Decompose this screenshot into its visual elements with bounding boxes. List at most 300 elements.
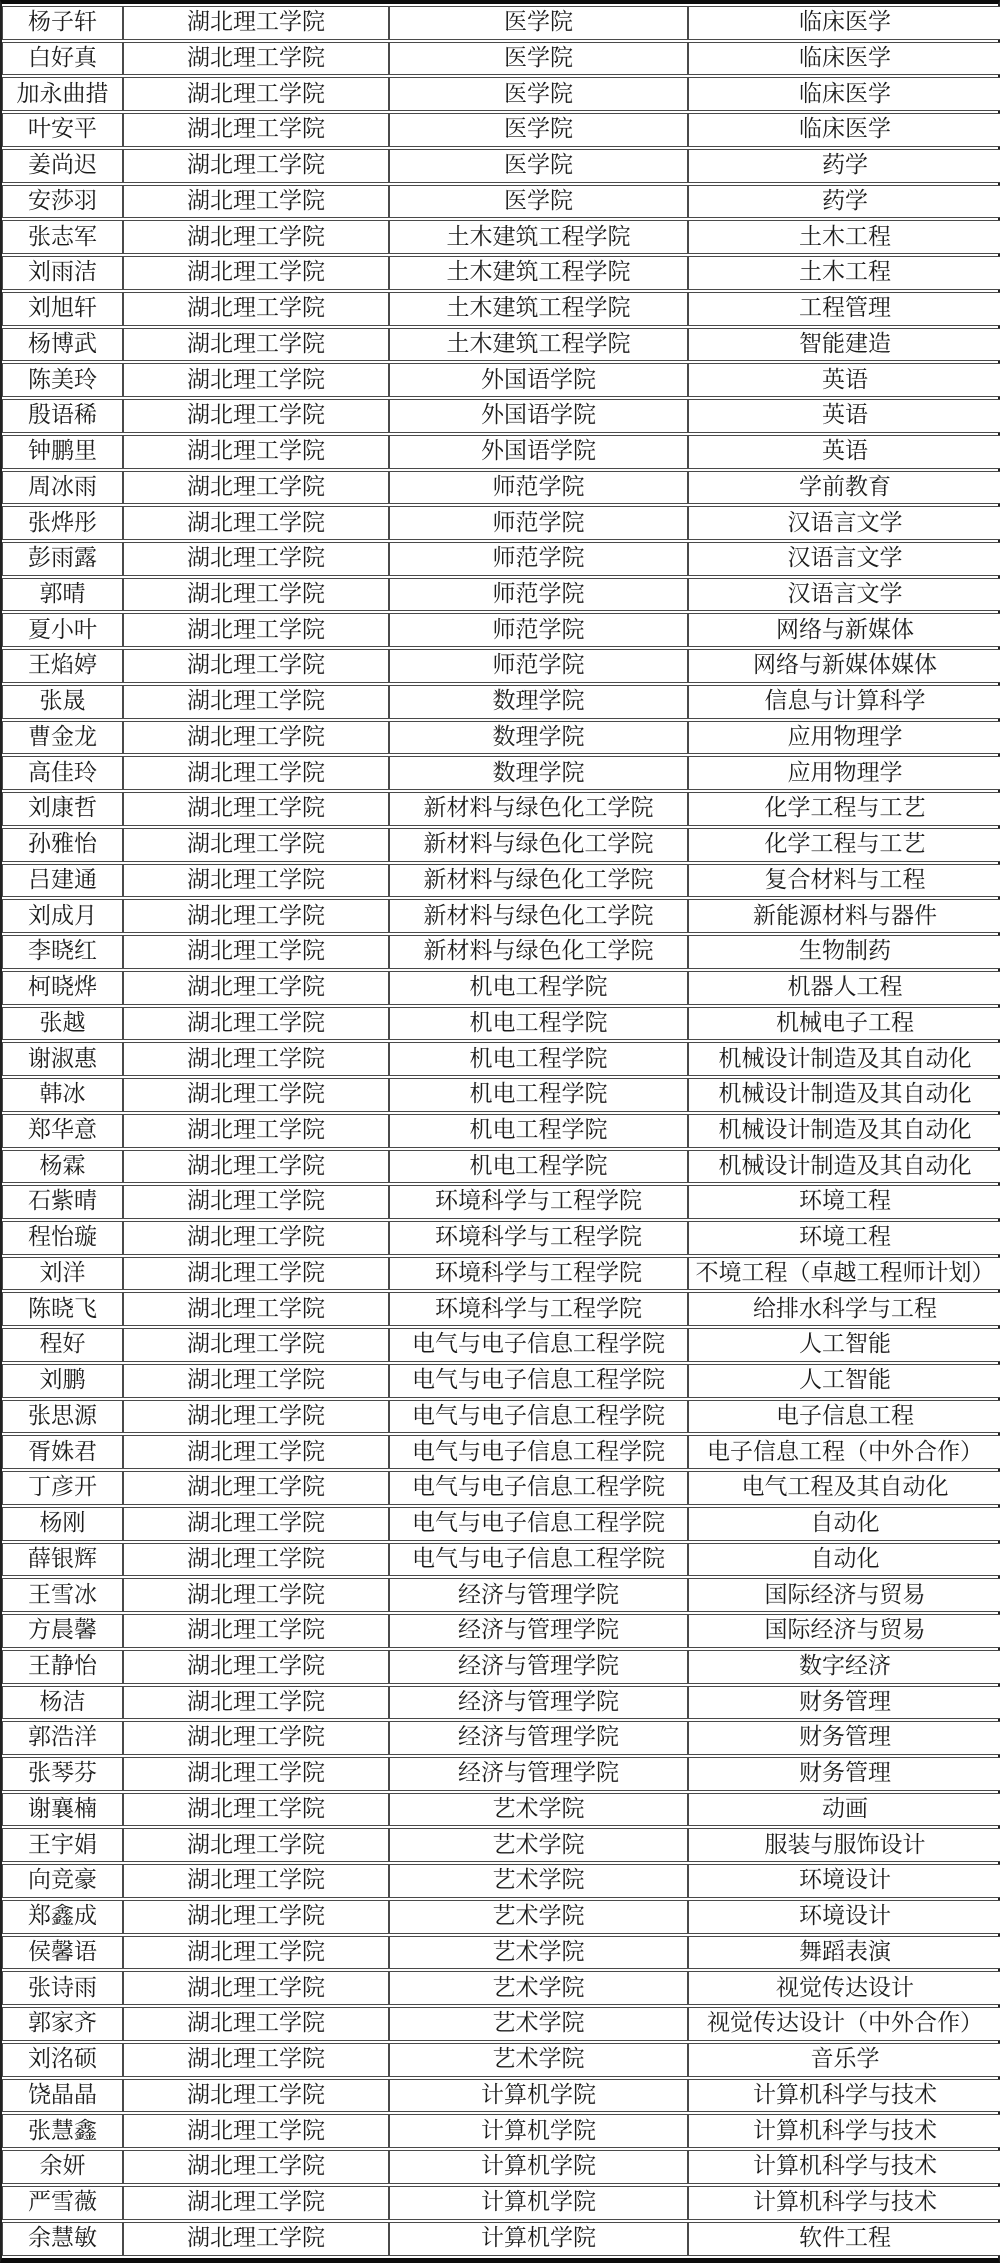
cell-university: 湖北理工学院 <box>123 113 389 147</box>
cell-student-name: 刘雨洁 <box>2 256 123 290</box>
cell-university: 湖北理工学院 <box>123 6 389 40</box>
cell-student-name: 加永曲措 <box>2 77 123 111</box>
cell-college: 新材料与绿色化工学院 <box>389 899 688 933</box>
cell-college: 计算机学院 <box>389 2079 688 2113</box>
cell-major: 机械设计制造及其自动化 <box>688 1114 1000 1148</box>
cell-college: 计算机学院 <box>389 2222 688 2256</box>
cell-student-name: 殷语稀 <box>2 399 123 433</box>
cell-student-name: 张晟 <box>2 685 123 719</box>
cell-college: 环境科学与工程学院 <box>389 1221 688 1255</box>
cell-college: 师范学院 <box>389 649 688 683</box>
cell-major: 信息与计算科学 <box>688 685 1000 719</box>
cell-college: 机电工程学院 <box>389 1078 688 1112</box>
table-row <box>2 220 1000 254</box>
cell-major: 药学 <box>688 149 1000 183</box>
cell-university: 湖北理工学院 <box>123 1721 389 1755</box>
cell-university: 湖北理工学院 <box>123 1257 389 1291</box>
cell-major: 财务管理 <box>688 1721 1000 1755</box>
cell-university: 湖北理工学院 <box>123 363 389 397</box>
cell-student-name: 张志军 <box>2 220 123 254</box>
cell-university: 湖北理工学院 <box>123 721 389 755</box>
cell-student-name: 杨子轩 <box>2 6 123 40</box>
table-row <box>2 256 1000 290</box>
cell-university: 湖北理工学院 <box>123 185 389 219</box>
cell-college: 数理学院 <box>389 721 688 755</box>
cell-college: 医学院 <box>389 77 688 111</box>
cell-college: 新材料与绿色化工学院 <box>389 935 688 969</box>
cell-major: 国际经济与贸易 <box>688 1614 1000 1648</box>
cell-major: 化学工程与工艺 <box>688 792 1000 826</box>
cell-university: 湖北理工学院 <box>123 1078 389 1112</box>
cell-university: 湖北理工学院 <box>123 2222 389 2256</box>
cell-student-name: 李晓红 <box>2 935 123 969</box>
cell-college: 机电工程学院 <box>389 1007 688 1041</box>
table-row <box>2 1900 1000 1934</box>
cell-university: 湖北理工学院 <box>123 1900 389 1934</box>
cell-college: 经济与管理学院 <box>389 1614 688 1648</box>
table-row <box>2 1328 1000 1362</box>
table-row <box>2 1042 1000 1076</box>
cell-major: 汉语言文学 <box>688 506 1000 540</box>
cell-student-name: 方晨馨 <box>2 1614 123 1648</box>
cell-college: 新材料与绿色化工学院 <box>389 864 688 898</box>
cell-university: 湖北理工学院 <box>123 828 389 862</box>
cell-college: 经济与管理学院 <box>389 1578 688 1612</box>
table-row <box>2 328 1000 362</box>
cell-college: 机电工程学院 <box>389 971 688 1005</box>
table-row <box>2 435 1000 469</box>
cell-major: 机器人工程 <box>688 971 1000 1005</box>
cell-university: 湖北理工学院 <box>123 2007 389 2041</box>
cell-college: 师范学院 <box>389 613 688 647</box>
table-row <box>2 77 1000 111</box>
table-row <box>2 2150 1000 2184</box>
cell-university: 湖北理工学院 <box>123 578 389 612</box>
cell-college: 数理学院 <box>389 685 688 719</box>
cell-student-name: 白好真 <box>2 42 123 76</box>
table-row <box>2 1864 1000 1898</box>
cell-university: 湖北理工学院 <box>123 1221 389 1255</box>
table-row <box>2 864 1000 898</box>
cell-student-name: 胥姝君 <box>2 1435 123 1469</box>
cell-college: 计算机学院 <box>389 2114 688 2148</box>
cell-student-name: 吕建通 <box>2 864 123 898</box>
cell-major: 自动化 <box>688 1507 1000 1541</box>
cell-major: 土木工程 <box>688 220 1000 254</box>
cell-student-name: 张诗雨 <box>2 1971 123 2005</box>
cell-major: 复合材料与工程 <box>688 864 1000 898</box>
cell-major: 应用物理学 <box>688 721 1000 755</box>
cell-college: 土木建筑工程学院 <box>389 328 688 362</box>
table-row <box>2 1507 1000 1541</box>
table-row <box>2 542 1000 576</box>
cell-college: 师范学院 <box>389 542 688 576</box>
table-row <box>2 1793 1000 1827</box>
table-row <box>2 1150 1000 1184</box>
cell-university: 湖北理工学院 <box>123 864 389 898</box>
cell-student-name: 杨博武 <box>2 328 123 362</box>
cell-student-name: 谢淑惠 <box>2 1042 123 1076</box>
cell-major: 化学工程与工艺 <box>688 828 1000 862</box>
cell-university: 湖北理工学院 <box>123 42 389 76</box>
cell-student-name: 侯馨语 <box>2 1936 123 1970</box>
cell-college: 电气与电子信息工程学院 <box>389 1543 688 1577</box>
table-row <box>2 721 1000 755</box>
table-row <box>2 1435 1000 1469</box>
cell-major: 药学 <box>688 185 1000 219</box>
cell-major: 机械设计制造及其自动化 <box>688 1078 1000 1112</box>
table-row <box>2 1114 1000 1148</box>
cell-student-name: 钟鹏里 <box>2 435 123 469</box>
cell-college: 机电工程学院 <box>389 1114 688 1148</box>
cell-major: 视觉传达设计 <box>688 1971 1000 2005</box>
cell-student-name: 薛银辉 <box>2 1543 123 1577</box>
cell-student-name: 谢襄楠 <box>2 1793 123 1827</box>
cell-major: 学前教育 <box>688 471 1000 505</box>
cell-college: 环境科学与工程学院 <box>389 1292 688 1326</box>
cell-college: 艺术学院 <box>389 1793 688 1827</box>
cell-student-name: 刘成月 <box>2 899 123 933</box>
cell-university: 湖北理工学院 <box>123 292 389 326</box>
cell-college: 医学院 <box>389 42 688 76</box>
table-row <box>2 1721 1000 1755</box>
cell-student-name: 杨霖 <box>2 1150 123 1184</box>
cell-college: 师范学院 <box>389 506 688 540</box>
cell-university: 湖北理工学院 <box>123 756 389 790</box>
table-row <box>2 2186 1000 2220</box>
cell-major: 网络与新媒体媒体 <box>688 649 1000 683</box>
cell-university: 湖北理工学院 <box>123 1936 389 1970</box>
table-row <box>2 649 1000 683</box>
cell-university: 湖北理工学院 <box>123 1471 389 1505</box>
cell-university: 湖北理工学院 <box>123 1364 389 1398</box>
cell-college: 艺术学院 <box>389 1936 688 1970</box>
cell-major: 新能源材料与器件 <box>688 899 1000 933</box>
cell-university: 湖北理工学院 <box>123 1435 389 1469</box>
cell-college: 土木建筑工程学院 <box>389 256 688 290</box>
table-row <box>2 1471 1000 1505</box>
cell-college: 计算机学院 <box>389 2186 688 2220</box>
cell-college: 外国语学院 <box>389 435 688 469</box>
cell-university: 湖北理工学院 <box>123 542 389 576</box>
cell-student-name: 余慧敏 <box>2 2222 123 2256</box>
table-row <box>2 1686 1000 1720</box>
cell-student-name: 张越 <box>2 1007 123 1041</box>
cell-university: 湖北理工学院 <box>123 935 389 969</box>
cell-university: 湖北理工学院 <box>123 685 389 719</box>
cell-student-name: 刘洺硕 <box>2 2043 123 2077</box>
table-row <box>2 363 1000 397</box>
cell-student-name: 严雪薇 <box>2 2186 123 2220</box>
cell-university: 湖北理工学院 <box>123 1828 389 1862</box>
cell-student-name: 张烨彤 <box>2 506 123 540</box>
cell-major: 国际经济与贸易 <box>688 1578 1000 1612</box>
cell-student-name: 陈美玲 <box>2 363 123 397</box>
cell-student-name: 郭晴 <box>2 578 123 612</box>
table-row <box>2 1257 1000 1291</box>
table-row <box>2 1078 1000 1112</box>
table-row <box>2 2043 1000 2077</box>
cell-university: 湖北理工学院 <box>123 1650 389 1684</box>
cell-major: 机械设计制造及其自动化 <box>688 1150 1000 1184</box>
cell-college: 师范学院 <box>389 471 688 505</box>
cell-university: 湖北理工学院 <box>123 2114 389 2148</box>
cell-student-name: 王宇娟 <box>2 1828 123 1862</box>
cell-major: 动画 <box>688 1793 1000 1827</box>
table-row <box>2 685 1000 719</box>
cell-major: 电子信息工程（中外合作） <box>688 1435 1000 1469</box>
cell-university: 湖北理工学院 <box>123 399 389 433</box>
table-row <box>2 1828 1000 1862</box>
cell-major: 计算机科学与技术 <box>688 2114 1000 2148</box>
table-row <box>2 42 1000 76</box>
cell-college: 经济与管理学院 <box>389 1686 688 1720</box>
table-row <box>2 113 1000 147</box>
cell-major: 英语 <box>688 399 1000 433</box>
cell-university: 湖北理工学院 <box>123 77 389 111</box>
cell-student-name: 石紫晴 <box>2 1185 123 1219</box>
table-row <box>2 399 1000 433</box>
cell-student-name: 姜尚迟 <box>2 149 123 183</box>
cell-student-name: 高佳玲 <box>2 756 123 790</box>
cell-major: 视觉传达设计（中外合作） <box>688 2007 1000 2041</box>
cell-student-name: 杨洁 <box>2 1686 123 1720</box>
cell-college: 电气与电子信息工程学院 <box>389 1507 688 1541</box>
cell-university: 湖北理工学院 <box>123 328 389 362</box>
table-row <box>2 971 1000 1005</box>
cell-college: 外国语学院 <box>389 399 688 433</box>
cell-major: 软件工程 <box>688 2222 1000 2256</box>
cell-college: 经济与管理学院 <box>389 1650 688 1684</box>
table-row <box>2 1007 1000 1041</box>
cell-student-name: 柯晓烨 <box>2 971 123 1005</box>
cell-major: 服装与服饰设计 <box>688 1828 1000 1862</box>
cell-major: 英语 <box>688 435 1000 469</box>
cell-student-name: 韩冰 <box>2 1078 123 1112</box>
cell-major: 财务管理 <box>688 1757 1000 1791</box>
cell-major: 环境设计 <box>688 1864 1000 1898</box>
cell-student-name: 周冰雨 <box>2 471 123 505</box>
cell-university: 湖北理工学院 <box>123 471 389 505</box>
cell-college: 数理学院 <box>389 756 688 790</box>
cell-university: 湖北理工学院 <box>123 1150 389 1184</box>
cell-university: 湖北理工学院 <box>123 649 389 683</box>
cell-college: 师范学院 <box>389 578 688 612</box>
cell-college: 艺术学院 <box>389 2043 688 2077</box>
cell-college: 机电工程学院 <box>389 1150 688 1184</box>
cell-student-name: 郑鑫成 <box>2 1900 123 1934</box>
cell-student-name: 陈晓飞 <box>2 1292 123 1326</box>
cell-major: 人工智能 <box>688 1364 1000 1398</box>
cell-major: 汉语言文学 <box>688 542 1000 576</box>
table-row <box>2 1757 1000 1791</box>
table-row <box>2 792 1000 826</box>
table-row <box>2 756 1000 790</box>
table-row <box>2 1221 1000 1255</box>
table-row <box>2 935 1000 969</box>
cell-major: 舞蹈表演 <box>688 1936 1000 1970</box>
cell-student-name: 杨刚 <box>2 1507 123 1541</box>
table-row <box>2 2007 1000 2041</box>
table-row <box>2 1292 1000 1326</box>
table-row <box>2 1185 1000 1219</box>
cell-college: 电气与电子信息工程学院 <box>389 1435 688 1469</box>
cell-major: 智能建造 <box>688 328 1000 362</box>
cell-college: 艺术学院 <box>389 1971 688 2005</box>
cell-student-name: 程怡璇 <box>2 1221 123 1255</box>
cell-student-name: 曹金龙 <box>2 721 123 755</box>
cell-major: 自动化 <box>688 1543 1000 1577</box>
cell-university: 湖北理工学院 <box>123 1793 389 1827</box>
cell-university: 湖北理工学院 <box>123 1686 389 1720</box>
table-row <box>2 2114 1000 2148</box>
cell-university: 湖北理工学院 <box>123 1185 389 1219</box>
cell-major: 临床医学 <box>688 6 1000 40</box>
cell-major: 计算机科学与技术 <box>688 2150 1000 2184</box>
cell-university: 湖北理工学院 <box>123 256 389 290</box>
cell-student-name: 刘鹏 <box>2 1364 123 1398</box>
cell-college: 医学院 <box>389 113 688 147</box>
cell-university: 湖北理工学院 <box>123 1292 389 1326</box>
cell-major: 临床医学 <box>688 42 1000 76</box>
table-row <box>2 1936 1000 1970</box>
cell-major: 数字经济 <box>688 1650 1000 1684</box>
table-row <box>2 506 1000 540</box>
cell-major: 临床医学 <box>688 113 1000 147</box>
cell-university: 湖北理工学院 <box>123 149 389 183</box>
cell-major: 环境设计 <box>688 1900 1000 1934</box>
cell-college: 土木建筑工程学院 <box>389 220 688 254</box>
cell-university: 湖北理工学院 <box>123 899 389 933</box>
cell-student-name: 孙雅怡 <box>2 828 123 862</box>
cell-student-name: 王焰婷 <box>2 649 123 683</box>
cell-college: 电气与电子信息工程学院 <box>389 1328 688 1362</box>
table-row <box>2 1971 1000 2005</box>
cell-major: 英语 <box>688 363 1000 397</box>
cell-college: 经济与管理学院 <box>389 1721 688 1755</box>
cell-university: 湖北理工学院 <box>123 1578 389 1612</box>
cell-major: 不境工程（卓越工程师计划） <box>688 1257 1000 1291</box>
cell-student-name: 叶安平 <box>2 113 123 147</box>
cell-university: 湖北理工学院 <box>123 1328 389 1362</box>
cell-college: 医学院 <box>389 149 688 183</box>
cell-university: 湖北理工学院 <box>123 1007 389 1041</box>
cell-major: 人工智能 <box>688 1328 1000 1362</box>
cell-major: 应用物理学 <box>688 756 1000 790</box>
cell-student-name: 夏小叶 <box>2 613 123 647</box>
cell-college: 电气与电子信息工程学院 <box>389 1471 688 1505</box>
cell-major: 给排水科学与工程 <box>688 1292 1000 1326</box>
cell-university: 湖北理工学院 <box>123 1971 389 2005</box>
cell-college: 环境科学与工程学院 <box>389 1257 688 1291</box>
cell-student-name: 程好 <box>2 1328 123 1362</box>
cell-major: 机械设计制造及其自动化 <box>688 1042 1000 1076</box>
cell-university: 湖北理工学院 <box>123 792 389 826</box>
cell-college: 计算机学院 <box>389 2150 688 2184</box>
cell-student-name: 郭浩洋 <box>2 1721 123 1755</box>
cell-major: 环境工程 <box>688 1185 1000 1219</box>
cell-university: 湖北理工学院 <box>123 613 389 647</box>
table-row <box>2 1400 1000 1434</box>
cell-student-name: 刘洋 <box>2 1257 123 1291</box>
table-row <box>2 149 1000 183</box>
cell-student-name: 向竞豪 <box>2 1864 123 1898</box>
cell-student-name: 张思源 <box>2 1400 123 1434</box>
cell-major: 汉语言文学 <box>688 578 1000 612</box>
table-row <box>2 471 1000 505</box>
table-row <box>2 578 1000 612</box>
cell-major: 生物制药 <box>688 935 1000 969</box>
cell-college: 电气与电子信息工程学院 <box>389 1400 688 1434</box>
cell-student-name: 饶晶晶 <box>2 2079 123 2113</box>
table-row <box>2 2079 1000 2113</box>
cell-major: 网络与新媒体 <box>688 613 1000 647</box>
cell-college: 艺术学院 <box>389 2007 688 2041</box>
cell-student-name: 丁彦开 <box>2 1471 123 1505</box>
cell-college: 机电工程学院 <box>389 1042 688 1076</box>
cell-college: 医学院 <box>389 185 688 219</box>
cell-student-name: 王静怡 <box>2 1650 123 1684</box>
cell-student-name: 王雪冰 <box>2 1578 123 1612</box>
table-row <box>2 1578 1000 1612</box>
cell-student-name: 张慧鑫 <box>2 2114 123 2148</box>
cell-college: 土木建筑工程学院 <box>389 292 688 326</box>
cell-university: 湖北理工学院 <box>123 1614 389 1648</box>
cell-major: 电子信息工程 <box>688 1400 1000 1434</box>
cell-major: 机械电子工程 <box>688 1007 1000 1041</box>
cell-university: 湖北理工学院 <box>123 971 389 1005</box>
cell-college: 新材料与绿色化工学院 <box>389 828 688 862</box>
cell-student-name: 刘旭轩 <box>2 292 123 326</box>
cell-university: 湖北理工学院 <box>123 1864 389 1898</box>
cell-major: 环境工程 <box>688 1221 1000 1255</box>
cell-college: 新材料与绿色化工学院 <box>389 792 688 826</box>
cell-major: 工程管理 <box>688 292 1000 326</box>
cell-university: 湖北理工学院 <box>123 2186 389 2220</box>
cell-student-name: 彭雨露 <box>2 542 123 576</box>
cell-college: 环境科学与工程学院 <box>389 1185 688 1219</box>
cell-university: 湖北理工学院 <box>123 1507 389 1541</box>
cell-university: 湖北理工学院 <box>123 2150 389 2184</box>
cell-major: 计算机科学与技术 <box>688 2079 1000 2113</box>
cell-college: 经济与管理学院 <box>389 1757 688 1791</box>
table-row <box>2 292 1000 326</box>
table-row <box>2 899 1000 933</box>
table-row <box>2 1364 1000 1398</box>
cell-university: 湖北理工学院 <box>123 1543 389 1577</box>
cell-university: 湖北理工学院 <box>123 435 389 469</box>
cell-university: 湖北理工学院 <box>123 1042 389 1076</box>
cell-student-name: 张琴芬 <box>2 1757 123 1791</box>
cell-student-name: 郑华意 <box>2 1114 123 1148</box>
cell-major: 财务管理 <box>688 1686 1000 1720</box>
cell-student-name: 安莎羽 <box>2 185 123 219</box>
cell-university: 湖北理工学院 <box>123 1757 389 1791</box>
cell-major: 音乐学 <box>688 2043 1000 2077</box>
table-row <box>2 1614 1000 1648</box>
cell-major: 计算机科学与技术 <box>688 2186 1000 2220</box>
cell-student-name: 郭家齐 <box>2 2007 123 2041</box>
cell-major: 土木工程 <box>688 256 1000 290</box>
cell-university: 湖北理工学院 <box>123 2043 389 2077</box>
cell-university: 湖北理工学院 <box>123 220 389 254</box>
table-row <box>2 1543 1000 1577</box>
cell-university: 湖北理工学院 <box>123 1400 389 1434</box>
cell-college: 艺术学院 <box>389 1864 688 1898</box>
table-row <box>2 185 1000 219</box>
cell-student-name: 余妍 <box>2 2150 123 2184</box>
cell-student-name: 刘康哲 <box>2 792 123 826</box>
